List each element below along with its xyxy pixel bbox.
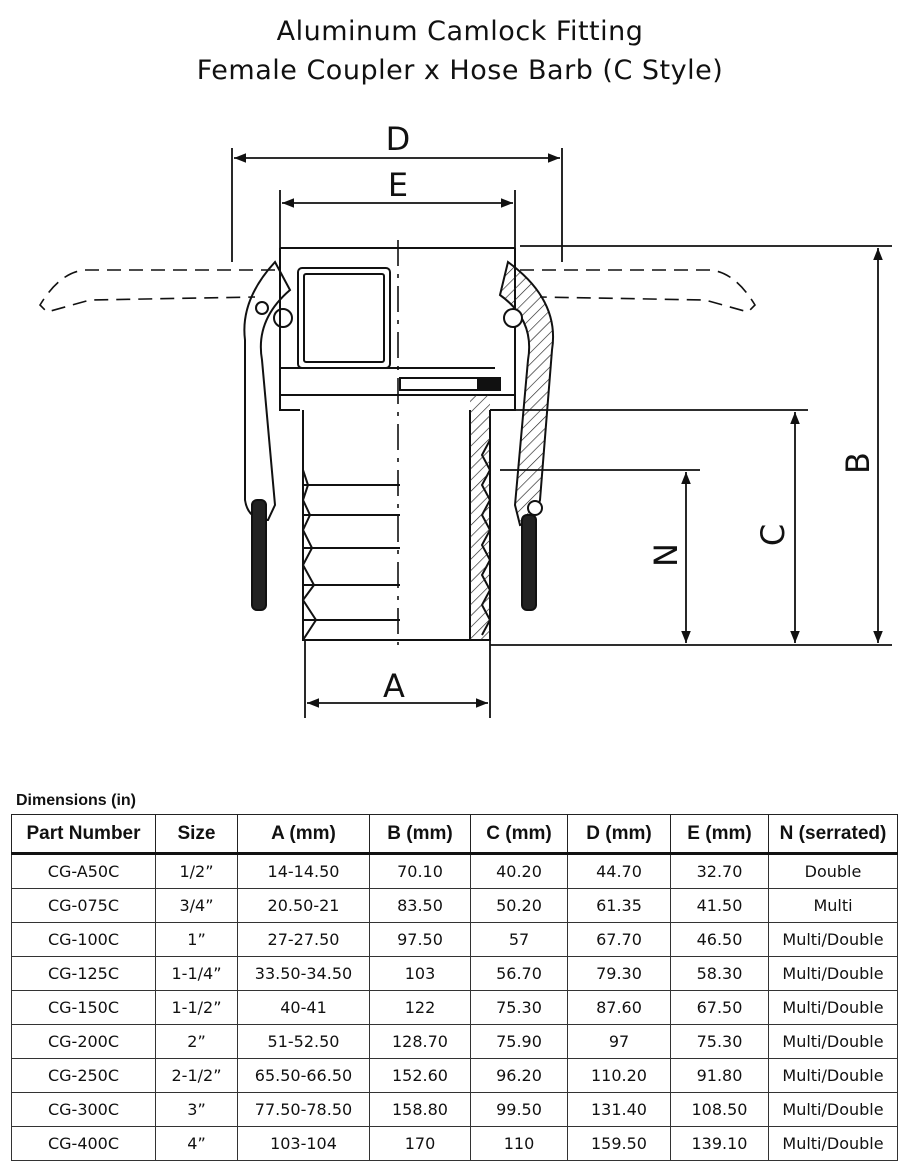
table-row bbox=[12, 991, 898, 1025]
label-e: E bbox=[387, 166, 409, 204]
table-cell: 33.50-34.50 bbox=[238, 957, 370, 991]
table-cell: 2-1/2” bbox=[156, 1059, 238, 1093]
table-cell: 96.20 bbox=[471, 1059, 568, 1093]
table-cell: 97.50 bbox=[370, 923, 471, 957]
table-cell: 158.80 bbox=[370, 1093, 471, 1127]
table-cell: 103 bbox=[370, 957, 471, 991]
table-cell: 41.50 bbox=[671, 889, 769, 923]
col-header: E (mm) bbox=[671, 815, 769, 854]
col-header: D (mm) bbox=[568, 815, 671, 854]
table-cell: 3” bbox=[156, 1093, 238, 1127]
col-header: A (mm) bbox=[238, 815, 370, 854]
table-cell: 56.70 bbox=[471, 957, 568, 991]
table-cell: Multi/Double bbox=[769, 1059, 898, 1093]
table-cell: 14-14.50 bbox=[238, 854, 370, 889]
table-header-row bbox=[12, 815, 898, 854]
col-header: Part Number bbox=[12, 815, 156, 854]
table-cell: Double bbox=[769, 854, 898, 889]
table-cell: 1-1/2” bbox=[156, 991, 238, 1025]
table-cell: 131.40 bbox=[568, 1093, 671, 1127]
table-row bbox=[12, 854, 898, 889]
table-cell: 99.50 bbox=[471, 1093, 568, 1127]
table-cell: 27-27.50 bbox=[238, 923, 370, 957]
table-cell: 152.60 bbox=[370, 1059, 471, 1093]
title-line-2: Female Coupler x Hose Barb (C Style) bbox=[196, 55, 724, 86]
table-row bbox=[12, 1127, 898, 1161]
table-cell: 87.60 bbox=[568, 991, 671, 1025]
label-a: A bbox=[383, 667, 405, 705]
col-header: N (serrated) bbox=[769, 815, 898, 854]
label-c: C bbox=[754, 523, 792, 547]
col-header: B (mm) bbox=[370, 815, 471, 854]
table-cell: 32.70 bbox=[671, 854, 769, 889]
table-cell: Multi bbox=[769, 889, 898, 923]
table-cell: 51-52.50 bbox=[238, 1025, 370, 1059]
table-cell: Multi/Double bbox=[769, 923, 898, 957]
table-cell: 1” bbox=[156, 923, 238, 957]
table-row bbox=[12, 957, 898, 991]
table-cell: CG-A50C bbox=[12, 854, 156, 889]
table-cell: 83.50 bbox=[370, 889, 471, 923]
table-cell: CG-075C bbox=[12, 889, 156, 923]
label-n: N bbox=[647, 543, 685, 567]
table-cell: CG-250C bbox=[12, 1059, 156, 1093]
col-header: Size bbox=[156, 815, 238, 854]
table-cell: Multi/Double bbox=[769, 991, 898, 1025]
table-cell: 139.10 bbox=[671, 1127, 769, 1161]
col-header: C (mm) bbox=[471, 815, 568, 854]
table-cell: 159.50 bbox=[568, 1127, 671, 1161]
table-cell: 128.70 bbox=[370, 1025, 471, 1059]
table-cell: 67.50 bbox=[671, 991, 769, 1025]
table-row bbox=[12, 889, 898, 923]
table-cell: 40-41 bbox=[238, 991, 370, 1025]
table-cell: CG-100C bbox=[12, 923, 156, 957]
table-cell: 75.30 bbox=[671, 1025, 769, 1059]
table-caption: Dimensions (in) bbox=[16, 792, 137, 809]
table-cell: 79.30 bbox=[568, 957, 671, 991]
table-cell: 110.20 bbox=[568, 1059, 671, 1093]
label-b: B bbox=[839, 452, 877, 474]
table-cell: 2” bbox=[156, 1025, 238, 1059]
table-cell: 50.20 bbox=[471, 889, 568, 923]
table-cell: 67.70 bbox=[568, 923, 671, 957]
table-cell: 70.10 bbox=[370, 854, 471, 889]
table-cell: 44.70 bbox=[568, 854, 671, 889]
table-cell: 75.90 bbox=[471, 1025, 568, 1059]
table-body bbox=[12, 854, 898, 1161]
table-cell: Multi/Double bbox=[769, 1025, 898, 1059]
table-cell: 20.50-21 bbox=[238, 889, 370, 923]
table-cell: 46.50 bbox=[671, 923, 769, 957]
table-cell: 65.50-66.50 bbox=[238, 1059, 370, 1093]
table-cell: CG-150C bbox=[12, 991, 156, 1025]
table-cell: 97 bbox=[568, 1025, 671, 1059]
table-cell: 75.30 bbox=[471, 991, 568, 1025]
title-line-1: Aluminum Camlock Fitting bbox=[276, 16, 644, 47]
coupler-outline bbox=[40, 240, 755, 645]
table-cell: 3/4” bbox=[156, 889, 238, 923]
table-row bbox=[12, 1093, 898, 1127]
dimensions-table bbox=[11, 814, 898, 1161]
table-cell: Multi/Double bbox=[769, 1127, 898, 1161]
table-cell: 57 bbox=[471, 923, 568, 957]
table-cell: CG-400C bbox=[12, 1127, 156, 1161]
table-cell: 122 bbox=[370, 991, 471, 1025]
table-row bbox=[12, 1059, 898, 1093]
label-d: D bbox=[385, 120, 411, 158]
table-cell: 1/2” bbox=[156, 854, 238, 889]
table-cell: 61.35 bbox=[568, 889, 671, 923]
table-cell: 170 bbox=[370, 1127, 471, 1161]
table-cell: 1-1/4” bbox=[156, 957, 238, 991]
table-row bbox=[12, 923, 898, 957]
table-cell: CG-200C bbox=[12, 1025, 156, 1059]
table-row bbox=[12, 1025, 898, 1059]
dimension-b bbox=[490, 246, 892, 645]
table-cell: 58.30 bbox=[671, 957, 769, 991]
table-cell: 4” bbox=[156, 1127, 238, 1161]
table-cell: 91.80 bbox=[671, 1059, 769, 1093]
table-cell: 77.50-78.50 bbox=[238, 1093, 370, 1127]
table-cell: 108.50 bbox=[671, 1093, 769, 1127]
coupler-technical-drawing bbox=[0, 110, 920, 730]
table-cell: 110 bbox=[471, 1127, 568, 1161]
table-cell: CG-125C bbox=[12, 957, 156, 991]
table-cell: 40.20 bbox=[471, 854, 568, 889]
table-cell: Multi/Double bbox=[769, 957, 898, 991]
table-cell: Multi/Double bbox=[769, 1093, 898, 1127]
table-cell: 103-104 bbox=[238, 1127, 370, 1161]
table-cell: CG-300C bbox=[12, 1093, 156, 1127]
